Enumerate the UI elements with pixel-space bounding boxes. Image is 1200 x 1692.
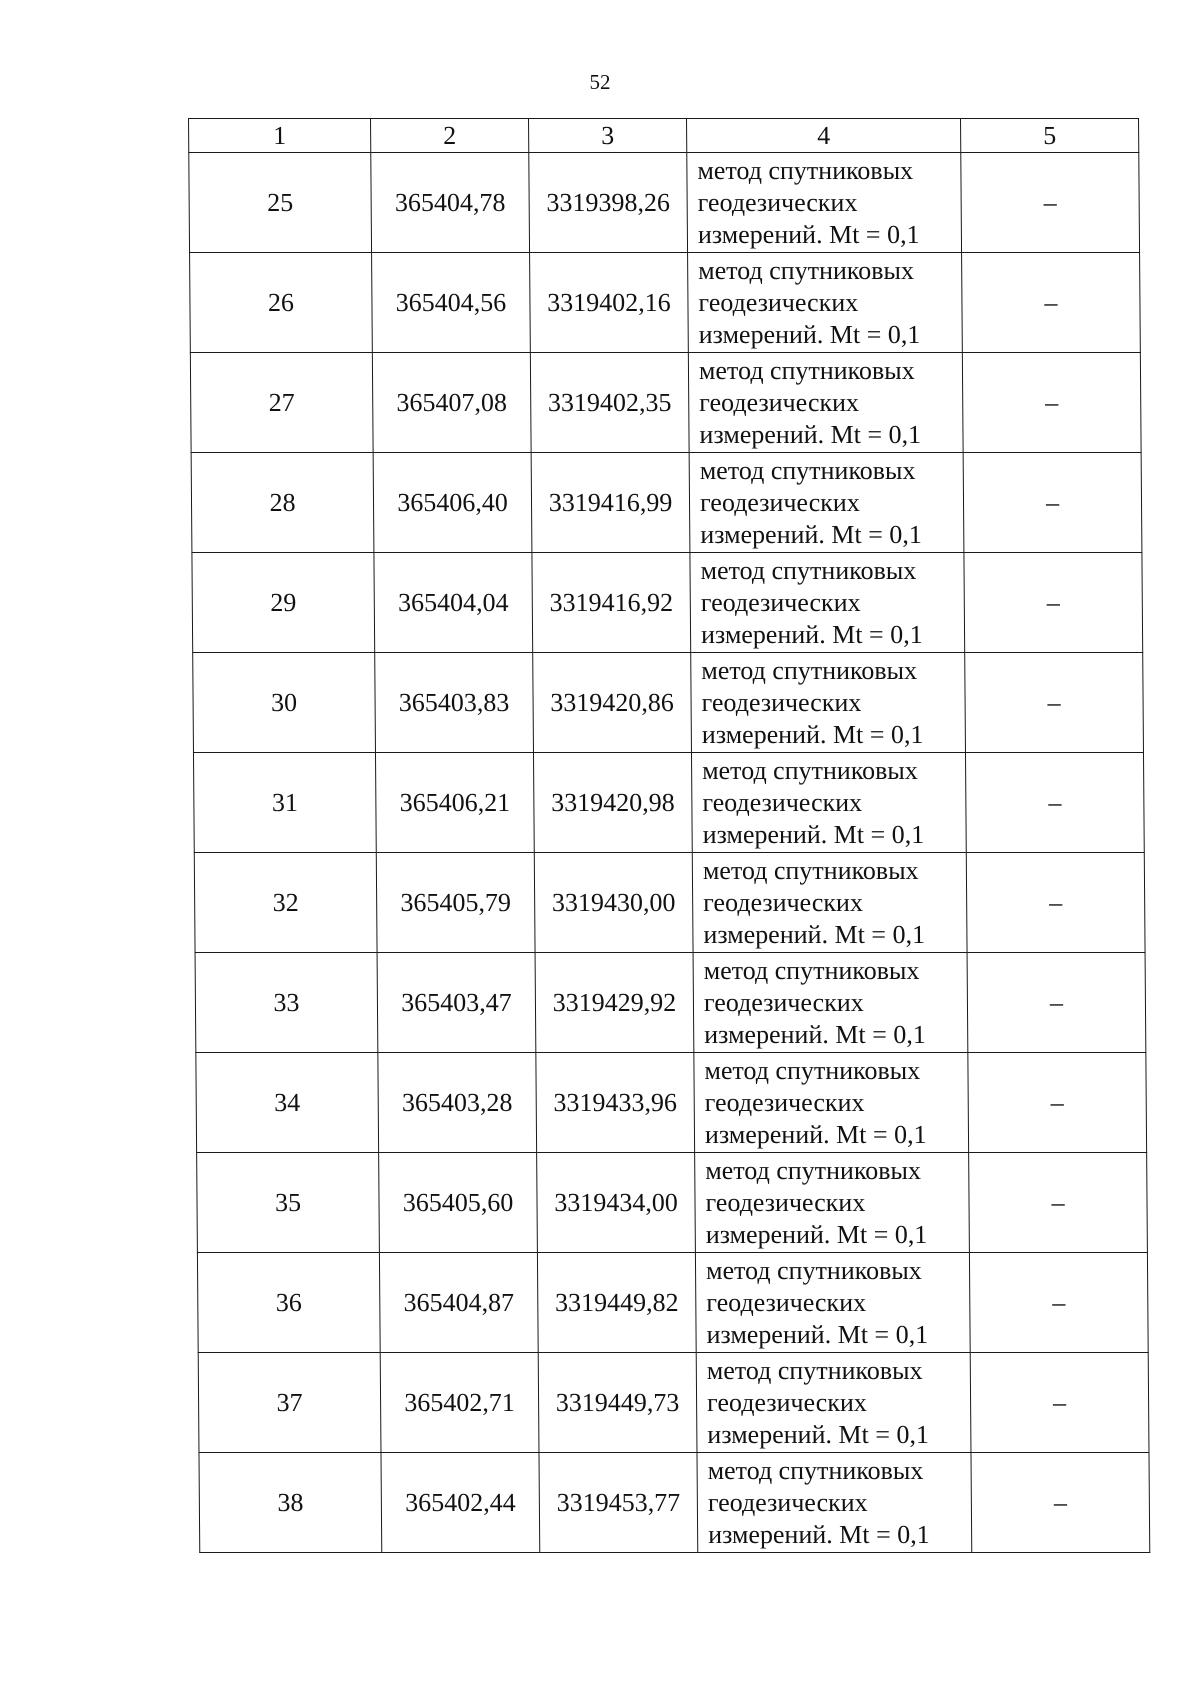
- y-coordinate-cell: 3319398,26: [529, 153, 688, 253]
- note-cell: –: [967, 953, 1146, 1053]
- method-text-line: измерений. Mt = 0,1: [700, 619, 923, 649]
- x-coordinate-cell: 365404,56: [372, 253, 531, 353]
- method-cell: [693, 953, 968, 1053]
- note-cell: –: [962, 253, 1141, 353]
- note-cell: –: [970, 1353, 1149, 1453]
- method-text-line: метод спутниковых: [702, 755, 918, 785]
- method-text-line: измерений. Mt = 0,1: [699, 419, 922, 449]
- y-coordinate-cell: 3319429,92: [535, 953, 694, 1053]
- method-text-line: геодезических: [700, 587, 861, 617]
- y-coordinate-cell: 3319430,00: [534, 853, 693, 953]
- header-col-3: 3: [529, 119, 687, 153]
- point-number-cell: 26: [190, 253, 373, 353]
- note-cell: –: [965, 753, 1144, 853]
- method-text-line: измерений. Mt = 0,1: [701, 719, 924, 749]
- method-text-line: геодезических: [699, 487, 860, 517]
- method-text-line: метод спутниковых: [707, 1455, 924, 1485]
- method-text-line: метод спутниковых: [705, 1255, 922, 1285]
- header-col-1: 1: [189, 119, 371, 153]
- method-text-line: геодезических: [703, 987, 864, 1017]
- method-text-line: геодезических: [707, 1487, 868, 1517]
- y-coordinate-cell: 3319449,73: [538, 1353, 697, 1453]
- point-number-cell: 32: [194, 853, 377, 953]
- method-text-line: измерений. Mt = 0,1: [708, 1519, 930, 1549]
- method-cell: [691, 653, 966, 753]
- method-text-line: геодезических: [697, 187, 858, 217]
- y-coordinate-cell: 3319420,86: [533, 653, 692, 753]
- method-text-line: измерений. Mt = 0,1: [697, 219, 920, 249]
- method-cell: [688, 353, 963, 453]
- y-coordinate-cell: 3319402,35: [530, 353, 689, 453]
- table-row: [195, 953, 1146, 1053]
- table-row: [194, 853, 1145, 953]
- point-number-cell: 31: [193, 753, 376, 853]
- y-coordinate-cell: 3319449,82: [537, 1253, 696, 1353]
- method-cell: [689, 453, 964, 553]
- method-text-line: метод спутниковых: [704, 1055, 921, 1085]
- method-text-line: геодезических: [704, 1087, 865, 1117]
- x-coordinate-cell: 365406,40: [373, 453, 532, 553]
- coordinates-table: [188, 118, 1150, 1553]
- method-text-line: геодезических: [699, 387, 860, 417]
- header-col-4: 4: [687, 119, 961, 153]
- note-cell: –: [966, 853, 1145, 953]
- y-coordinate-cell: 3319402,16: [530, 253, 689, 353]
- y-coordinate-cell: 3319420,98: [533, 753, 692, 853]
- note-cell: –: [962, 353, 1141, 453]
- y-coordinate-cell: 3319453,77: [539, 1453, 698, 1553]
- method-text-line: метод спутниковых: [700, 555, 917, 585]
- method-text-line: геодезических: [703, 887, 864, 917]
- method-text-line: метод спутниковых: [699, 455, 916, 485]
- method-text-line: метод спутниковых: [698, 355, 915, 385]
- y-coordinate-cell: 3319434,00: [537, 1153, 696, 1253]
- x-coordinate-cell: 365403,28: [378, 1053, 537, 1153]
- method-text-line: метод спутниковых: [705, 1155, 922, 1185]
- note-cell: –: [969, 1153, 1148, 1253]
- note-cell: –: [961, 153, 1140, 253]
- method-text-line: измерений. Mt = 0,1: [704, 1019, 926, 1049]
- table-row: [193, 753, 1144, 853]
- method-text-line: измерений. Mt = 0,1: [698, 319, 921, 349]
- method-cell: [692, 853, 967, 953]
- point-number-cell: 25: [189, 153, 372, 253]
- header-col-2: 2: [371, 119, 529, 153]
- method-text-line: измерений. Mt = 0,1: [703, 919, 926, 949]
- point-number-cell: 27: [190, 353, 373, 453]
- x-coordinate-cell: 365405,79: [376, 853, 535, 953]
- method-text-line: измерений. Mt = 0,1: [700, 519, 922, 549]
- method-text-line: измерений. Mt = 0,1: [705, 1219, 928, 1249]
- method-text-line: измерений. Mt = 0,1: [702, 819, 925, 849]
- point-number-cell: 38: [199, 1453, 382, 1553]
- method-text-line: измерений. Mt = 0,1: [706, 1319, 929, 1349]
- table-row: [198, 1353, 1149, 1453]
- note-cell: –: [963, 453, 1142, 553]
- point-number-cell: 35: [197, 1153, 380, 1253]
- table-row: [189, 153, 1140, 253]
- y-coordinate-cell: 3319416,99: [531, 453, 690, 553]
- table-header: [189, 119, 1139, 153]
- point-number-cell: 33: [195, 953, 378, 1053]
- x-coordinate-cell: 365402,71: [380, 1353, 539, 1453]
- method-cell: [690, 553, 965, 653]
- table-row: [192, 553, 1143, 653]
- x-coordinate-cell: 365407,08: [372, 353, 531, 453]
- method-text-line: геодезических: [698, 287, 859, 317]
- x-coordinate-cell: 365406,21: [375, 753, 534, 853]
- table-row: [199, 1453, 1150, 1553]
- table-row: [193, 653, 1144, 753]
- point-number-cell: 36: [197, 1253, 380, 1353]
- y-coordinate-cell: 3319416,92: [532, 553, 691, 653]
- method-cell: [688, 253, 963, 353]
- point-number-cell: 29: [192, 553, 375, 653]
- x-coordinate-cell: 365404,78: [371, 153, 530, 253]
- x-coordinate-cell: 365405,60: [379, 1153, 538, 1253]
- header-row: [189, 119, 1139, 153]
- method-cell: [691, 753, 966, 853]
- point-number-cell: 30: [193, 653, 376, 753]
- method-cell: [697, 1453, 972, 1553]
- note-cell: –: [965, 653, 1144, 753]
- method-text-line: геодезических: [701, 687, 862, 717]
- method-text-line: метод спутниковых: [702, 855, 919, 885]
- y-coordinate-cell: 3319433,96: [536, 1053, 695, 1153]
- table-row: [197, 1253, 1148, 1353]
- point-number-cell: 34: [196, 1053, 379, 1153]
- note-cell: –: [968, 1053, 1147, 1153]
- method-text-line: метод спутниковых: [706, 1355, 923, 1385]
- x-coordinate-cell: 365404,87: [379, 1253, 538, 1353]
- method-cell: [696, 1353, 971, 1453]
- page-number: 52: [589, 70, 611, 94]
- header-col-5: 5: [961, 119, 1139, 153]
- method-text-line: геодезических: [706, 1287, 867, 1317]
- method-text-line: геодезических: [706, 1387, 867, 1417]
- point-number-cell: 28: [191, 453, 374, 553]
- table-row: [197, 1153, 1148, 1253]
- method-text-line: метод спутниковых: [697, 155, 914, 185]
- x-coordinate-cell: 365402,44: [381, 1453, 540, 1553]
- method-text-line: измерений. Mt = 0,1: [704, 1119, 927, 1149]
- note-cell: –: [964, 553, 1143, 653]
- method-text-line: геодезических: [702, 787, 863, 817]
- point-number-cell: 37: [198, 1353, 381, 1453]
- method-text-line: измерений. Mt = 0,1: [707, 1419, 930, 1449]
- table-row: [190, 353, 1141, 453]
- method-cell: [695, 1253, 970, 1353]
- x-coordinate-cell: 365403,47: [377, 953, 536, 1053]
- x-coordinate-cell: 365403,83: [375, 653, 534, 753]
- table-row: [190, 253, 1141, 353]
- method-cell: [687, 153, 962, 253]
- note-cell: –: [969, 1253, 1148, 1353]
- method-text-line: метод спутниковых: [698, 255, 915, 285]
- method-cell: [694, 1053, 969, 1153]
- method-text-line: геодезических: [705, 1187, 866, 1217]
- table-row: [191, 453, 1142, 553]
- method-text-line: метод спутниковых: [703, 955, 920, 985]
- method-text-line: метод спутниковых: [701, 655, 918, 685]
- table-row: [196, 1053, 1147, 1153]
- method-cell: [695, 1153, 970, 1253]
- note-cell: –: [971, 1453, 1150, 1553]
- table-body: [189, 153, 1150, 1553]
- x-coordinate-cell: 365404,04: [374, 553, 533, 653]
